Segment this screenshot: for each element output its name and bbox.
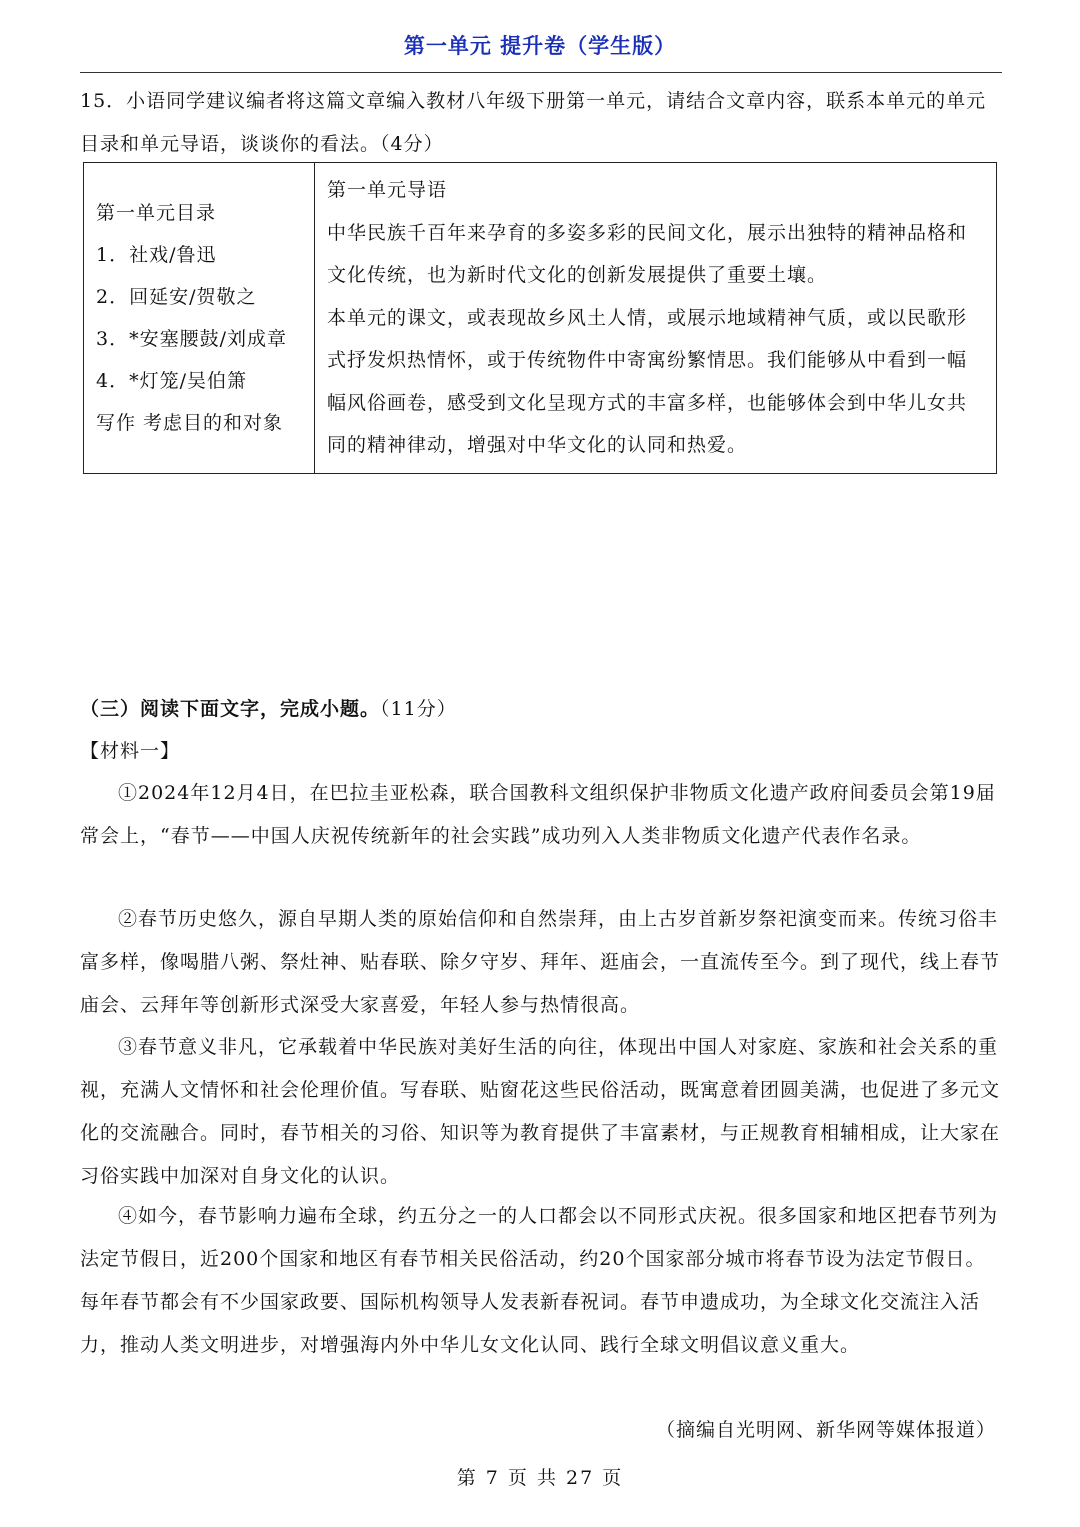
catalog-item: 1．社戏/鲁迅 (96, 244, 217, 266)
catalog-writing: 写作 考虑目的和对象 (96, 412, 284, 434)
material-paragraph-4: ④如今，春节影响力遍布全球，约五分之一的人口都会以不同形式庆祝。很多国家和地区把春节列为法定节假日，近200个国家和地区有春节相关民俗活动，约20个国家部分城市将春节设为法定节假日。每年春节都会有不少国家政要、国际机构领导人发表新春祝词。春节申遗成功，为全球文化交流注入活力，推动人类文明进步，对增强海内外中华儿女文化认同、践行全球文明倡议意义重大。 (80, 1205, 999, 1356)
guide-paragraph-2: 本单元的课文，或表现故乡风土人情，或展示地域精神气质，或以民歌形式抒发炽热情怀，或于传统物件中寄寓纷繁情思。我们能够从中看到一幅幅风俗画卷，感受到文化呈现方式的丰富多样，也能够体会到中华儿女共同的精神律动，增强对中华文化的认同和热爱。 (327, 306, 968, 457)
page-number: 第 7 页 共 27 页 (456, 1467, 624, 1489)
header-divider (80, 72, 1002, 73)
page-header-title: 第一单元 提升卷（学生版） (403, 34, 677, 58)
material-paragraph-3: ③春节意义非凡，它承载着中华民族对美好生活的向往，体现出中国人对家庭、家族和社会关系的重视，充满人文情怀和社会伦理价值。写春联、贴窗花这些民俗活动，既寓意着团圆美满，也促进了多元文化的交流融合。同时，春节相关的习俗、知识等为教育提供了丰富素材，与正规教育相辅相成，让大家在习俗实践中加深对自身文化的认识。 (80, 1036, 1001, 1187)
section-3-points: （11分） (380, 698, 457, 720)
material-source: （摘编自光明网、新华网等媒体报道） (655, 1419, 996, 1441)
question-15: 15．小语同学建议编者将这篇文章编入教材八年级下册第一单元，请结合文章内容，联系本单元的单元目录和单元导语，谈谈你的看法。（4分） (80, 90, 987, 155)
section-3-heading (80, 688, 1002, 731)
catalog-title: 第一单元目录 (96, 202, 217, 224)
unit-table (83, 162, 997, 474)
material-paragraph-1: ①2024年12月4日，在巴拉圭亚松森，联合国教科文组织保护非物质文化遗产政府间委员会第19届常会上，“春节——中国人庆祝传统新年的社会实践”成功列入人类非物质文化遗产代表作名录。 (80, 782, 996, 847)
unit-catalog-cell (84, 163, 315, 474)
catalog-item: 2．回延安/贺敬之 (96, 286, 257, 308)
unit-guide-cell (315, 163, 997, 474)
material-paragraph-2: ②春节历史悠久，源自早期人类的原始信仰和自然崇拜，由上古岁首新岁祭祀演变而来。传统习俗丰富多样，像喝腊八粥、祭灶神、贴春联、除夕守岁、拜年、逛庙会，一直流传至今。到了现代，线上春节庙会、云拜年等创新形式深受大家喜爱，年轻人参与热情很高。 (80, 908, 1001, 1016)
guide-paragraph-1: 中华民族千百年来孕育的多姿多彩的民间文化，展示出独特的精神品格和文化传统，也为新时代文化的创新发展提供了重要土壤。 (327, 221, 968, 287)
catalog-item: 4．*灯笼/吴伯箫 (96, 370, 247, 392)
material-1-label: 【材料一】 (80, 740, 181, 762)
section-3-title: （三）阅读下面文字，完成小题。 (80, 698, 381, 720)
guide-title: 第一单元导语 (327, 179, 448, 202)
catalog-item: 3．*安塞腰鼓/刘成章 (96, 328, 287, 350)
